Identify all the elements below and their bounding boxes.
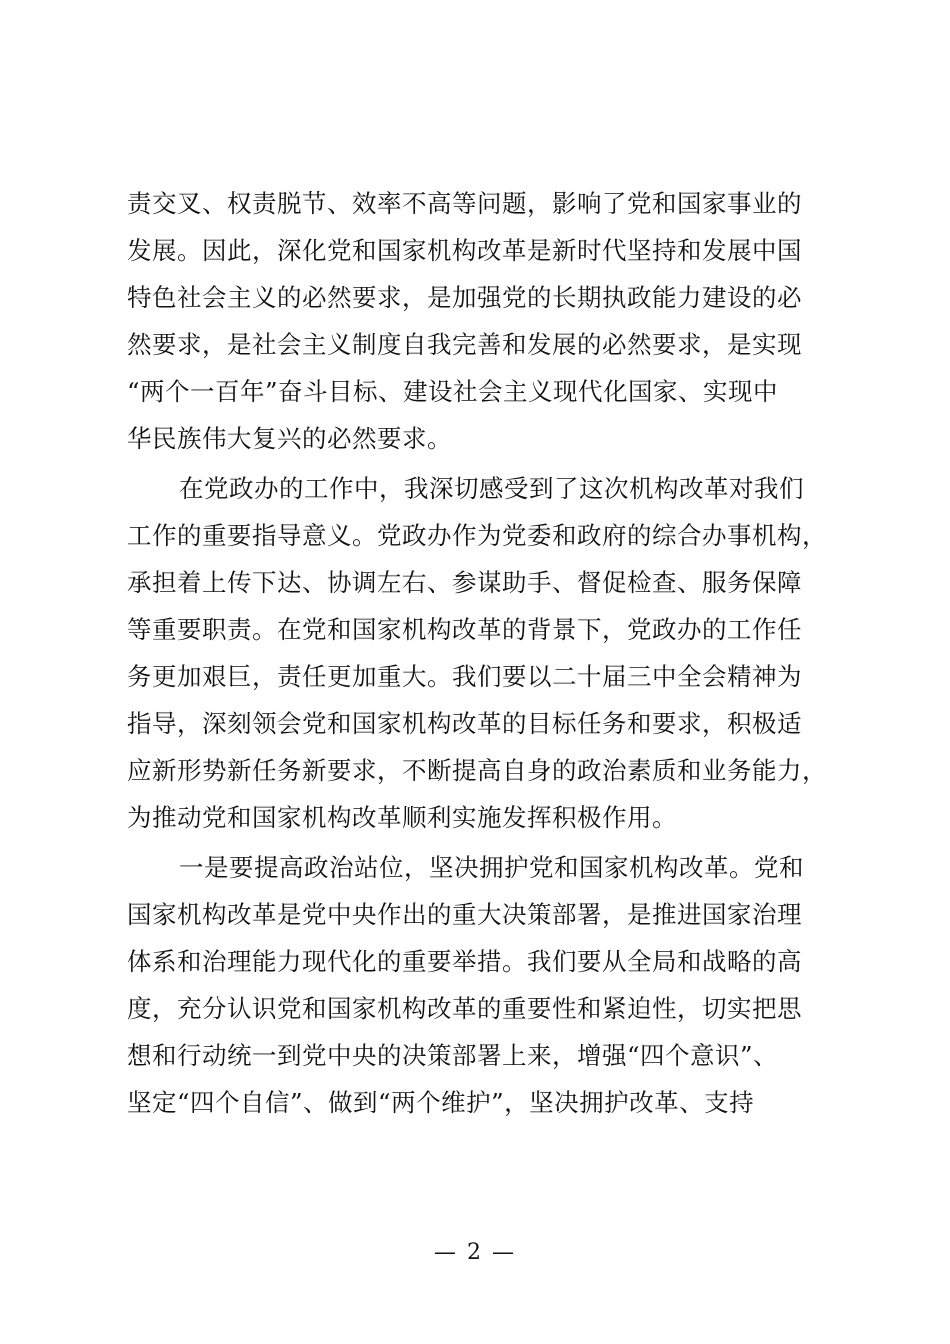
text-line: 体系和治理能力现代化的重要举措。我们要从全局和战略的高 xyxy=(127,947,802,976)
text-line: 务更加艰巨，责任更加重大。我们要以二十届三中全会精神为 xyxy=(127,662,802,691)
text-line: 责交叉、权责脱节、效率不高等问题，影响了党和国家事业的 xyxy=(127,189,802,218)
text-line: 度，充分认识党和国家机构改革的重要性和紧迫性，切实把思 xyxy=(127,994,802,1023)
page-number: — 2 — xyxy=(434,1240,516,1265)
paragraph-start-line: 一是要提高政治站位，坚决拥护党和国家机构改革。党和 xyxy=(179,853,804,882)
text-line: 为推动党和国家机构改革顺利实施发挥积极作用。 xyxy=(127,803,677,832)
text-line: 然要求，是社会主义制度自我完善和发展的必然要求，是实现 xyxy=(127,330,802,359)
text-line: 特色社会主义的必然要求，是加强党的长期执政能力建设的必 xyxy=(127,283,802,312)
text-line: 承担着上传下达、协调左右、参谋助手、督促检查、服务保障 xyxy=(127,568,802,597)
paragraph-start-line: 在党政办的工作中，我深切感受到了这次机构改革对我们 xyxy=(179,474,804,503)
text-line: “两个一百年”奋斗目标、建设社会主义现代化国家、实现中 xyxy=(127,377,779,406)
text-line: 华民族伟大复兴的必然要求。 xyxy=(127,424,452,453)
text-line: 坚定“四个自信”、做到“两个维护”，坚决拥护改革、支持 xyxy=(127,1088,755,1117)
text-line: 应新形势新任务新要求，不断提高自身的政治素质和业务能力， xyxy=(127,756,827,785)
text-line: 想和行动统一到党中央的决策部署上来，增强“四个意识”、 xyxy=(127,1041,779,1070)
text-line: 发展。因此，深化党和国家机构改革是新时代坚持和发展中国 xyxy=(127,236,802,265)
text-line: 指导，深刻领会党和国家机构改革的目标任务和要求，积极适 xyxy=(127,709,802,738)
text-line: 国家机构改革是党中央作出的重大决策部署，是推进国家治理 xyxy=(127,900,802,929)
body-text xyxy=(127,180,837,1126)
text-line: 工作的重要指导意义。党政办作为党委和政府的综合办事机构， xyxy=(127,521,827,550)
text-line: 等重要职责。在党和国家机构改革的背景下，党政办的工作任 xyxy=(127,615,802,644)
